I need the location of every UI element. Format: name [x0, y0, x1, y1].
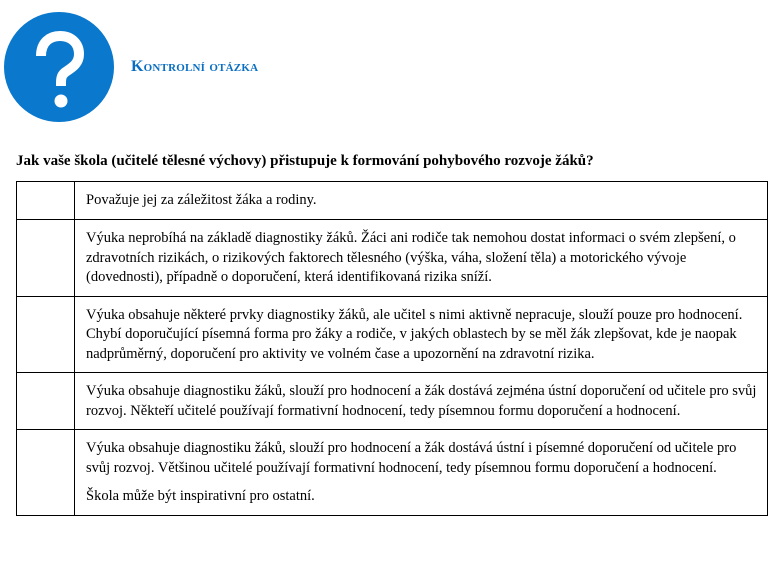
answer-option-text: [75, 220, 768, 297]
question-text: Jak vaše škola (učitelé tělesné výchovy) přistupuje k formování pohybového rozvoje žáků?: [16, 153, 594, 169]
answer-checkbox-cell[interactable]: [17, 373, 75, 430]
answer-option-text: [75, 430, 768, 516]
answer-option-paragraph: Výuka obsahuje diagnostiku žáků, slouží pro hodnocení a žák dostává zejména ústní doporučení od učitele pro svůj rozvoj. Někteří učitelé používají formativní hodnocení, tedy písemnou formu doporučení a hodnocení.: [86, 383, 757, 419]
answer-options-table: [16, 181, 768, 516]
answer-checkbox-cell[interactable]: [17, 220, 75, 297]
question-mark-icon: [4, 12, 114, 122]
answer-checkbox-cell[interactable]: [17, 296, 75, 373]
answer-option-row: [17, 220, 768, 297]
answer-checkbox-cell[interactable]: [17, 182, 75, 220]
answer-option-paragraph: Škola může být inspirativní pro ostatní.: [86, 488, 315, 504]
answer-option-row: [17, 430, 768, 516]
answer-checkbox-cell[interactable]: [17, 430, 75, 516]
answer-option-paragraph: Výuka neprobíhá na základě diagnostiky žáků. Žáci ani rodiče tak nemohou dostat informaci o svém zlepšení, o zdravotních rizikách, o rizikových faktorech tělesného (výška, váha, složení těla) a motorického vývoje (dovednosti), případně o doporučení, která identifikovaná rizika sníží.: [86, 230, 736, 285]
answer-option-paragraph: Výuka obsahuje některé prvky diagnostiky žáků, ale učitel s nimi aktivně nepracuje, slouží pouze pro hodnocení. Chybí doporučující písemná forma pro žáky a rodiče, v jakých oblastech by se měl žák zlepšovat, kde je naopak nadprůměrný, doporučení pro aktivity ve volném čase a upozornění na zdravotní rizika.: [86, 306, 743, 362]
answer-option-text: [75, 373, 768, 430]
section-heading: Kontrolní otázka: [131, 58, 259, 75]
answer-option-row: [17, 182, 768, 220]
answer-option-text: [75, 182, 768, 220]
answer-option-row: [17, 373, 768, 430]
answer-option-row: [17, 296, 768, 373]
answer-option-text: [75, 296, 768, 373]
answer-option-paragraph: Výuka obsahuje diagnostiku žáků, slouží pro hodnocení a žák dostává ústní i písemné doporučení od učitele pro svůj rozvoj. Většinou učitelé používají formativní hodnocení, tedy písemnou formu doporučení a hodnocení.: [86, 440, 737, 476]
answer-option-paragraph: Považuje jej za záležitost žáka a rodiny.: [86, 192, 317, 208]
